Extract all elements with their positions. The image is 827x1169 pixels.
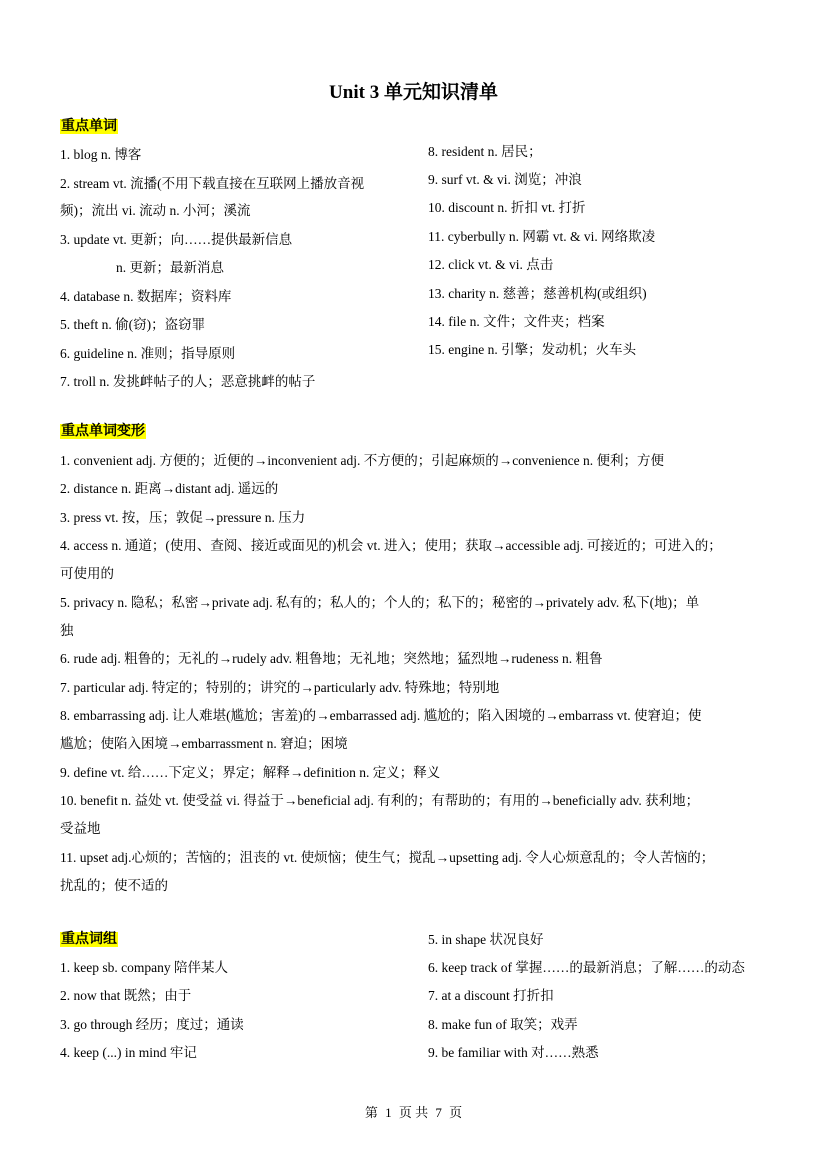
list-item: 2. stream vt. 流播(不用下载直接在互联网上播放音视 — [60, 176, 365, 191]
list-item: 独 — [60, 623, 74, 638]
list-item: 14. file n. 文件；文件夹；档案 — [428, 314, 605, 329]
list-item: 2. now that 既然；由于 — [60, 988, 192, 1003]
list-item: 8. resident n. 居民； — [428, 144, 542, 159]
list-item: 1. blog n. 博客 — [60, 147, 142, 162]
list-item: 3. go through 经历；度过；通读 — [60, 1017, 244, 1032]
section-heading-phrases: 重点词组 — [61, 932, 117, 947]
section-heading-derivatives: 重点单词变形 — [61, 424, 145, 439]
list-item: 6. keep track of 掌握……的最新消息；了解……的动态 — [428, 960, 745, 975]
page-number: 1 — [385, 1105, 392, 1120]
list-item: 5. privacy n. 隐私；私密→private adj. 私有的；私人的；个人的；私下的；秘密的→privately adv. 私下(地)；单 — [60, 595, 700, 610]
list-item: 15. engine n. 引擎；发动机；火车头 — [428, 342, 637, 357]
page-total: 7 — [435, 1105, 442, 1120]
list-item: 12. click vt. & vi. 点击 — [428, 257, 554, 272]
footer-label: 页 — [449, 1105, 463, 1120]
list-item: 11. upset adj.心烦的；苦恼的；沮丧的 vt. 使烦恼；使生气；搅乱→upsetting adj. 令人心烦意乱的；令人苦恼的； — [60, 850, 715, 865]
list-item: 2. distance n. 距离→distant adj. 遥远的 — [60, 481, 279, 496]
list-item: 4. keep (...) in mind 牢记 — [60, 1045, 197, 1060]
list-item: 11. cyberbully n. 网霸 vt. & vi. 网络欺凌 — [428, 229, 656, 244]
list-item: 9. surf vt. & vi. 浏览；冲浪 — [428, 172, 582, 187]
list-item: 扰乱的；使不适的 — [60, 878, 168, 893]
list-item: 7. at a discount 打折扣 — [428, 988, 554, 1003]
list-item: 4. database n. 数据库；资料库 — [60, 289, 232, 304]
page-title: Unit 3 单元知识清单 — [329, 82, 498, 103]
list-item: 1. keep sb. company 陪伴某人 — [60, 960, 228, 975]
section-heading-words: 重点单词 — [61, 119, 117, 134]
list-item: 9. define vt. 给……下定义；界定；解释→definition n. 定义；释义 — [60, 765, 441, 780]
list-item: 3. press vt. 按，压；敦促→pressure n. 压力 — [60, 510, 306, 525]
footer-label: 第 — [364, 1105, 378, 1120]
list-item: 尴尬；使陷入困境→embarrassment n. 窘迫；困境 — [60, 736, 348, 751]
list-item: 频)；流出 vi. 流动 n. 小河；溪流 — [60, 203, 251, 218]
list-item: 9. be familiar with 对……熟悉 — [428, 1045, 599, 1060]
list-item: 5. theft n. 偷(窃)；盗窃罪 — [60, 317, 206, 332]
list-item: 可使用的 — [60, 566, 114, 581]
list-item: 6. guideline n. 准则；指导原则 — [60, 346, 236, 361]
list-item: 3. update vt. 更新；向……提供最新信息 — [60, 232, 293, 247]
list-item: 7. particular adj. 特定的；特别的；讲究的→particularly adv. 特殊地；特别地 — [60, 680, 500, 695]
list-item: 10. discount n. 折扣 vt. 打折 — [428, 200, 586, 215]
list-item: 4. access n. 通道；(使用、查阅、接近或面见的)机会 vt. 进入；使用；获取→accessible adj. 可接近的；可进入的； — [60, 538, 722, 553]
list-item: 1. convenient adj. 方便的；近便的→inconvenient adj. 不方便的；引起麻烦的→convenience n. 便利；方便 — [60, 453, 665, 468]
footer-label: 页 共 — [398, 1105, 429, 1120]
list-item: 5. in shape 状况良好 — [428, 932, 544, 947]
list-item: 8. make fun of 取笑；戏弄 — [428, 1017, 578, 1032]
list-item: 7. troll n. 发挑衅帖子的人；恶意挑衅的帖子 — [60, 374, 316, 389]
list-item: 10. benefit n. 益处 vt. 使受益 vi. 得益于→beneficial adj. 有利的；有帮助的；有用的→beneficially adv. 获利地； — [60, 793, 700, 808]
list-item: 8. embarrassing adj. 让人难堪(尴尬；害羞)的→embarrassed adj. 尴尬的；陷入困境的→embarrass vt. 使窘迫；使 — [60, 708, 702, 723]
list-item: 6. rude adj. 粗鲁的；无礼的→rudely adv. 粗鲁地；无礼地；突然地；猛烈地→rudeness n. 粗鲁 — [60, 651, 603, 666]
list-item: 受益地 — [60, 821, 101, 836]
list-item: n. 更新；最新消息 — [116, 260, 224, 275]
page-footer — [0, 1104, 827, 1122]
list-item: 13. charity n. 慈善；慈善机构(或组织) — [428, 286, 647, 301]
